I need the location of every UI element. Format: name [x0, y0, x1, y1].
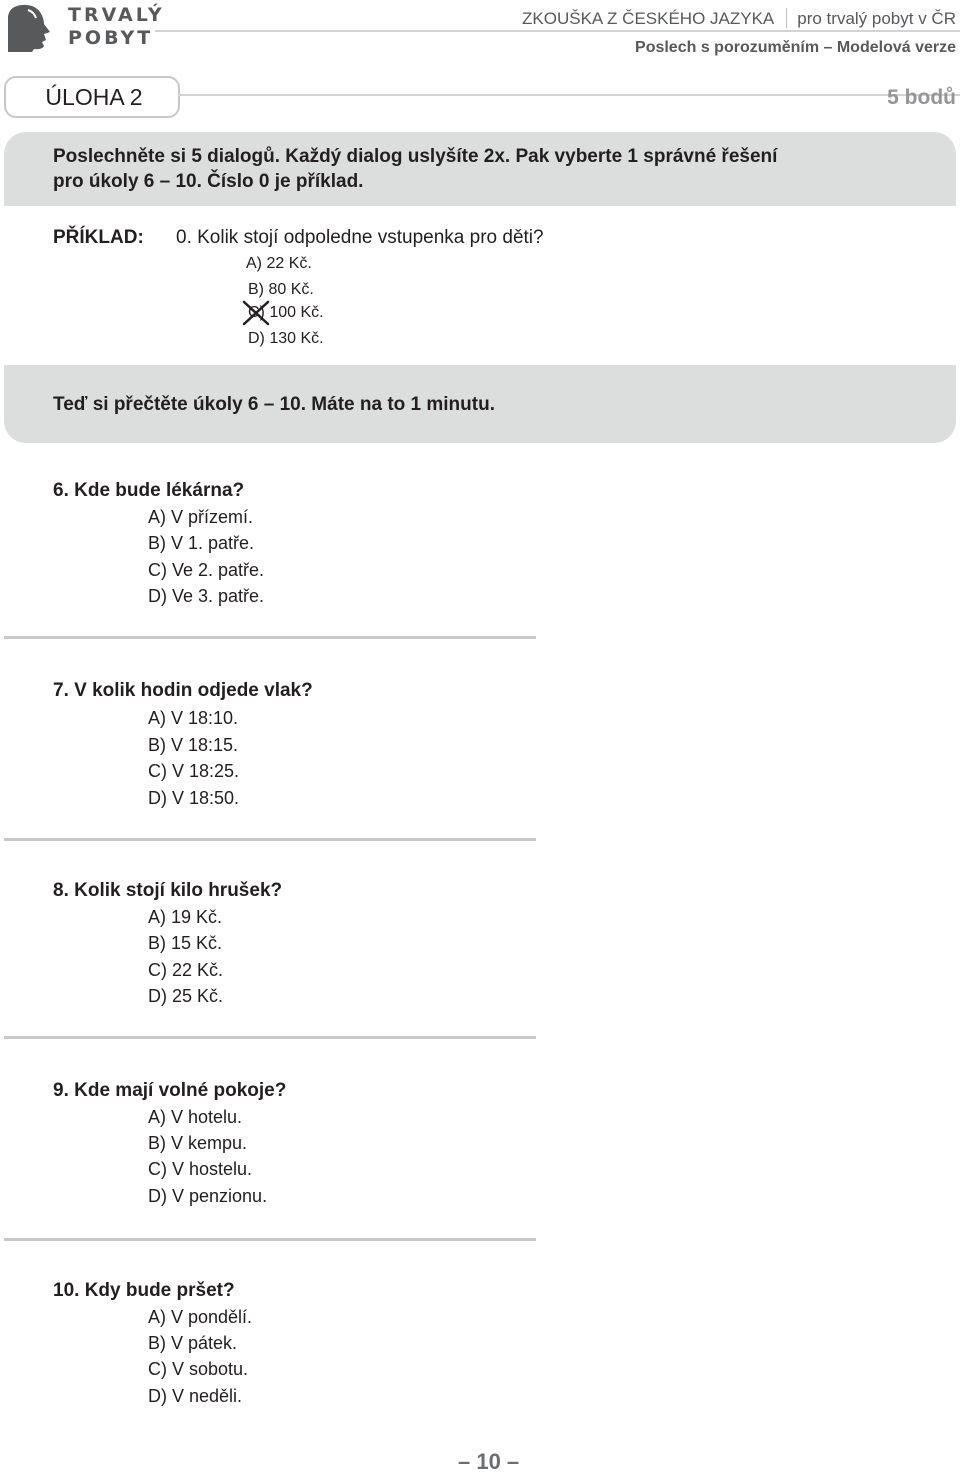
- question-9-title: 9. Kde mají volné pokoje?: [53, 1080, 287, 1101]
- question-6-option-d[interactable]: D) Ve 3. patře.: [148, 586, 265, 606]
- question-8-option-b[interactable]: B) 15 Kč.: [148, 933, 223, 953]
- instructions-line-2: pro úkoly 6 – 10. Číslo 0 je příklad.: [53, 171, 364, 192]
- question-10-option-d[interactable]: D) V neděli.: [148, 1386, 243, 1406]
- exam-title-main: ZKOUŠKA Z ČESKÉHO JAZYKA: [522, 9, 775, 28]
- question-separator: [4, 1238, 536, 1241]
- question-6-title: 6. Kde bude lékárna?: [53, 480, 245, 501]
- example-option-a: A) 22 Kč.: [246, 255, 312, 272]
- logo-wordmark: [68, 4, 165, 50]
- task-points: 5 bodů: [887, 86, 956, 109]
- question-10-option-b[interactable]: B) V pátek.: [148, 1333, 238, 1353]
- question-9-option-d[interactable]: D) V penzionu.: [148, 1186, 268, 1206]
- logo-line-1: TRVALÝ: [68, 4, 165, 26]
- question-7-option-a[interactable]: A) V 18:10.: [148, 708, 239, 728]
- example-label: PŘÍKLAD:: [53, 227, 144, 248]
- question-8-title: 8. Kolik stojí kilo hrušek?: [53, 880, 283, 901]
- logo-line-2: POBYT: [68, 27, 154, 49]
- instructions-text: [53, 144, 777, 194]
- question-10-option-c[interactable]: C) V sobotu.: [148, 1359, 249, 1379]
- exam-title: [522, 8, 956, 29]
- question-8-option-c[interactable]: C) 22 Kč.: [148, 960, 224, 980]
- exam-title-suffix: pro trvalý pobyt v ČR: [797, 9, 956, 28]
- question-9-option-a[interactable]: A) V hotelu.: [148, 1107, 243, 1127]
- question-7-option-b[interactable]: B) V 18:15.: [148, 735, 239, 755]
- question-separator: [4, 636, 536, 639]
- logo-head-icon: [4, 2, 56, 54]
- question-8-option-d[interactable]: D) 25 Kč.: [148, 986, 224, 1006]
- question-separator: [4, 1036, 536, 1039]
- question-7-title: 7. V kolik hodin odjede vlak?: [53, 680, 313, 701]
- question-10-option-a[interactable]: A) V pondělí.: [148, 1307, 253, 1327]
- example-option-c: C) 100 Kč.: [248, 304, 324, 321]
- question-7-option-d[interactable]: D) V 18:50.: [148, 788, 240, 808]
- question-10-title: 10. Kdy bude pršet?: [53, 1280, 235, 1301]
- title-separator: [786, 8, 787, 28]
- instructions-line-1: Poslechněte si 5 dialogů. Každý dialog uslyšíte 2x. Pak vyberte 1 správné řešení: [53, 146, 778, 167]
- question-8-option-a[interactable]: A) 19 Kč.: [148, 907, 223, 927]
- task-label-box: [4, 76, 180, 118]
- question-6-option-b[interactable]: B) V 1. patře.: [148, 533, 255, 553]
- task-divider: [178, 94, 960, 96]
- example-option-b: B) 80 Kč.: [248, 281, 314, 298]
- question-separator: [4, 838, 536, 841]
- section-subtitle: Poslech s porozuměním – Modelová verze: [635, 39, 956, 56]
- task-label: ÚLOHA 2: [45, 84, 143, 110]
- question-6-option-c[interactable]: C) Ve 2. patře.: [148, 560, 265, 580]
- example-option-d: D) 130 Kč.: [248, 330, 324, 347]
- header-divider: [155, 30, 960, 32]
- question-7-option-c[interactable]: C) V 18:25.: [148, 761, 240, 781]
- answer-cross-icon: [241, 299, 271, 327]
- page-number: – 10 –: [458, 1449, 520, 1474]
- example-question: 0. Kolik stojí odpoledne vstupenka pro děti?: [176, 227, 544, 248]
- question-9-option-b[interactable]: B) V kempu.: [148, 1133, 248, 1153]
- question-6-option-a[interactable]: A) V přízemí.: [148, 507, 254, 527]
- reading-prompt: Teď si přečtěte úkoly 6 – 10. Máte na to 1 minutu.: [53, 394, 495, 415]
- question-9-option-c[interactable]: C) V hostelu.: [148, 1159, 253, 1179]
